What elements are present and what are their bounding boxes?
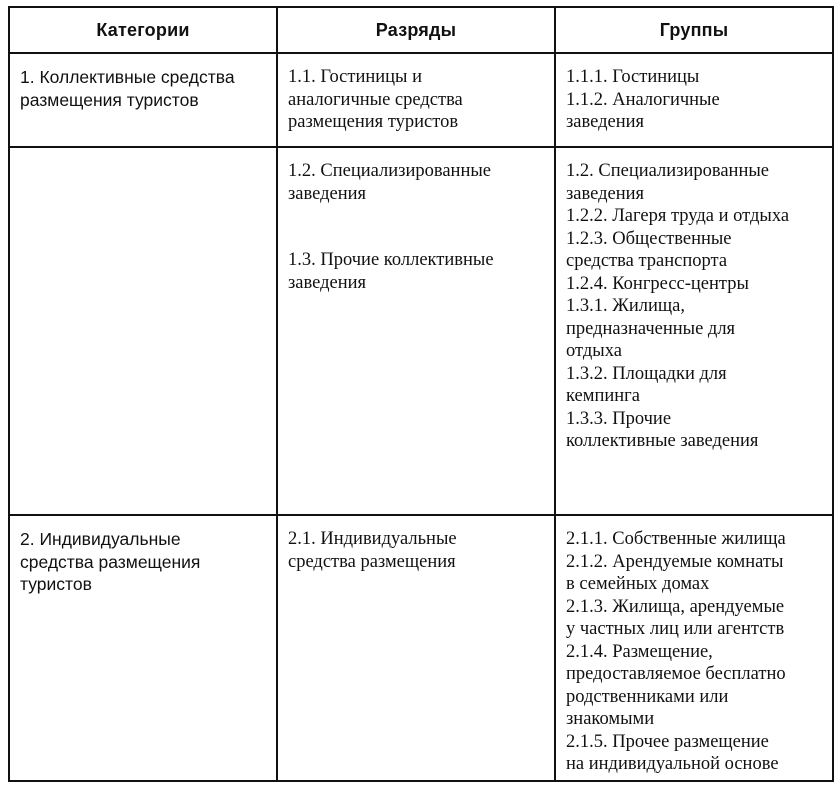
class-line: размещения туристов [288,112,459,132]
groups-cell [555,147,833,515]
class-line: аналогичные средства [288,89,463,110]
group-line: в семейных домах [566,574,710,594]
header-categories: Категории [9,7,277,53]
group-line: на индивидуальной основе [566,754,779,774]
group-line: отдыха [566,341,622,361]
class-line: 1.1. Гостиницы и [288,67,423,87]
groups-cell [555,53,833,147]
group-line: 2.1.5. Прочее размещение [566,731,769,752]
group-line: 2.1.3. Жилища, арендуемые [566,596,785,617]
header-groups: Группы [555,7,833,53]
category-line: туристов [20,574,92,594]
group-line: родственниками или [566,686,729,707]
class-line: заведения [288,272,367,293]
category-line: 2. Индивидуальные [20,529,181,549]
group-line: 1.3.3. Прочие [566,408,672,429]
group-line: предназначенные для [566,318,736,339]
class-line: 1.3. Прочие коллективные [288,250,494,270]
group-line: 1.1.2. Аналогичные [566,89,720,110]
category-line: средства размещения [20,551,201,572]
table-row [9,53,833,147]
group-line: заведения [566,112,645,132]
group-line: 1.3.1. Жилища, [566,296,685,316]
category-cell [9,53,277,147]
category-line: 1. Коллективные средства [20,67,235,87]
table-row [9,147,833,515]
class-cell [277,147,555,515]
group-line: 1.1.1. Гостиницы [566,67,700,87]
group-line: 2.1.1. Собственные жилища [566,529,786,549]
group-line: знакомыми [566,709,655,729]
group-line: 1.2. Специализированные [566,161,769,181]
class-cell [277,515,555,781]
header-classes: Разряды [277,7,555,53]
group-line: у частных лиц или агентств [566,619,785,639]
group-line: 1.3.2. Площадки для [566,363,727,384]
group-line: кемпинга [566,386,640,406]
class-line: 1.2. Специализированные [288,161,491,181]
group-line: 1.2.3. Общественные [566,228,732,249]
class-line: заведения [288,183,367,204]
group-line: средства транспорта [566,251,728,271]
group-line: 2.1.2. Арендуемые комнаты [566,551,784,572]
group-line: 2.1.4. Размещение, [566,641,713,662]
category-cell [9,515,277,781]
group-line: 1.2.4. Конгресс-центры [566,273,749,294]
group-line: коллективные заведения [566,431,759,451]
category-cell-empty [9,147,277,515]
accommodation-classification-table [8,6,834,782]
class-line: средства размещения [288,551,456,572]
table-row [9,515,833,781]
class-cell [277,53,555,147]
table-header-row [9,7,833,53]
class-line: 2.1. Индивидуальные [288,529,457,549]
document-page [8,6,832,782]
groups-cell [555,515,833,781]
category-line: размещения туристов [20,89,199,110]
group-line: предоставляемое бесплатно [566,664,786,684]
group-line: 1.2.2. Лагеря труда и отдыха [566,206,790,226]
group-line: заведения [566,183,645,204]
